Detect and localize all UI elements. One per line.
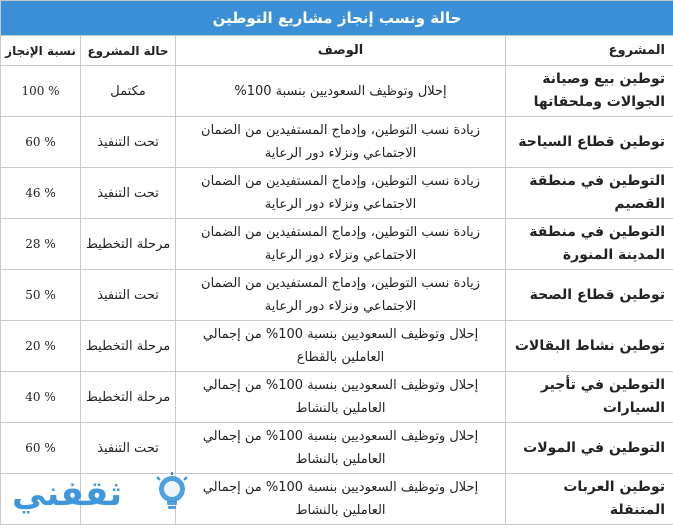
table-row: [1, 117, 673, 168]
project-percent: [1, 219, 81, 270]
project-percent-value: 50 %: [25, 288, 56, 302]
table-title: حالة ونسب إنجاز مشاريع التوطين: [1, 1, 673, 36]
project-name: توطين نشاط البقالات: [506, 321, 673, 372]
project-status: مرحلة التخطيط: [81, 219, 176, 270]
project-description: إحلال وتوظيف السعوديين بنسبة 100% من إجمالي العاملين بالنشاط: [176, 423, 506, 474]
project-status: مرحلة التخطيط: [81, 372, 176, 423]
project-name: التوطين في منطقة المدينة المنورة: [506, 219, 673, 270]
lightbulb-icon: [153, 472, 191, 516]
project-status: تحت التنفيذ: [81, 423, 176, 474]
project-description: زيادة نسب التوطين، وإدماج المستفيدين من الضمان الاجتماعي ونزلاء دور الرعاية: [176, 219, 506, 270]
project-status: تحت التنفيذ: [81, 117, 176, 168]
project-status: مكتمل: [81, 66, 176, 117]
project-name: توطين قطاع الصحة: [506, 270, 673, 321]
project-name: التوطين في منطقة القصيم: [506, 168, 673, 219]
project-description: إحلال وتوظيف السعوديين بنسبة 100%: [176, 66, 506, 117]
project-status: تحت التنفيذ: [81, 270, 176, 321]
project-percent-value: 46 %: [25, 186, 56, 200]
project-percent: [1, 117, 81, 168]
table-row: [1, 168, 673, 219]
table-row: [1, 321, 673, 372]
project-name: التوطين في تأجير السيارات: [506, 372, 673, 423]
project-name: التوطين في المولات: [506, 423, 673, 474]
project-status: مرحلة التخطيط: [81, 321, 176, 372]
project-description: إحلال وتوظيف السعوديين بنسبة 100% من إجمالي العاملين بالقطاع: [176, 321, 506, 372]
table-row: [1, 372, 673, 423]
project-percent-value: 60 %: [25, 441, 56, 455]
table-row: [1, 219, 673, 270]
project-percent: [1, 168, 81, 219]
header-percent: نسبة الإنجاز: [1, 36, 81, 66]
project-percent-value: 100 %: [21, 84, 60, 98]
project-percent-value: 40 %: [25, 390, 56, 404]
header-project: المشروع: [506, 36, 673, 66]
table-row: [1, 423, 673, 474]
project-name: توطين بيع وصيانة الجوالات وملحقاتها: [506, 66, 673, 117]
project-percent: [1, 423, 81, 474]
project-description: إحلال وتوظيف السعوديين بنسبة 100% من إجمالي العاملين بالنشاط: [176, 372, 506, 423]
project-description: زيادة نسب التوطين، وإدماج المستفيدين من الضمان الاجتماعي ونزلاء دور الرعاية: [176, 270, 506, 321]
project-status: تحت التنفيذ: [81, 168, 176, 219]
project-percent: [1, 270, 81, 321]
watermark-logo: [8, 470, 198, 520]
header-description: الوصف: [176, 36, 506, 66]
project-description: إحلال وتوظيف السعوديين بنسبة 100% من إجمالي العاملين بالنشاط: [176, 474, 506, 525]
project-percent-value: 28 %: [25, 237, 56, 251]
header-status: حالة المشروع: [81, 36, 176, 66]
watermark-text: ثقفني: [12, 474, 122, 514]
project-percent: [1, 321, 81, 372]
project-percent: [1, 372, 81, 423]
project-name: توطين قطاع السياحة: [506, 117, 673, 168]
table-row: [1, 66, 673, 117]
table-row: [1, 270, 673, 321]
project-percent-value: 60 %: [25, 135, 56, 149]
project-name: توطين العربات المتنقلة: [506, 474, 673, 525]
project-percent-value: 20 %: [25, 339, 56, 353]
project-description: زيادة نسب التوطين، وإدماج المستفيدين من الضمان الاجتماعي ونزلاء دور الرعاية: [176, 117, 506, 168]
project-percent: [1, 66, 81, 117]
project-description: زيادة نسب التوطين، وإدماج المستفيدين من الضمان الاجتماعي ونزلاء دور الرعاية: [176, 168, 506, 219]
